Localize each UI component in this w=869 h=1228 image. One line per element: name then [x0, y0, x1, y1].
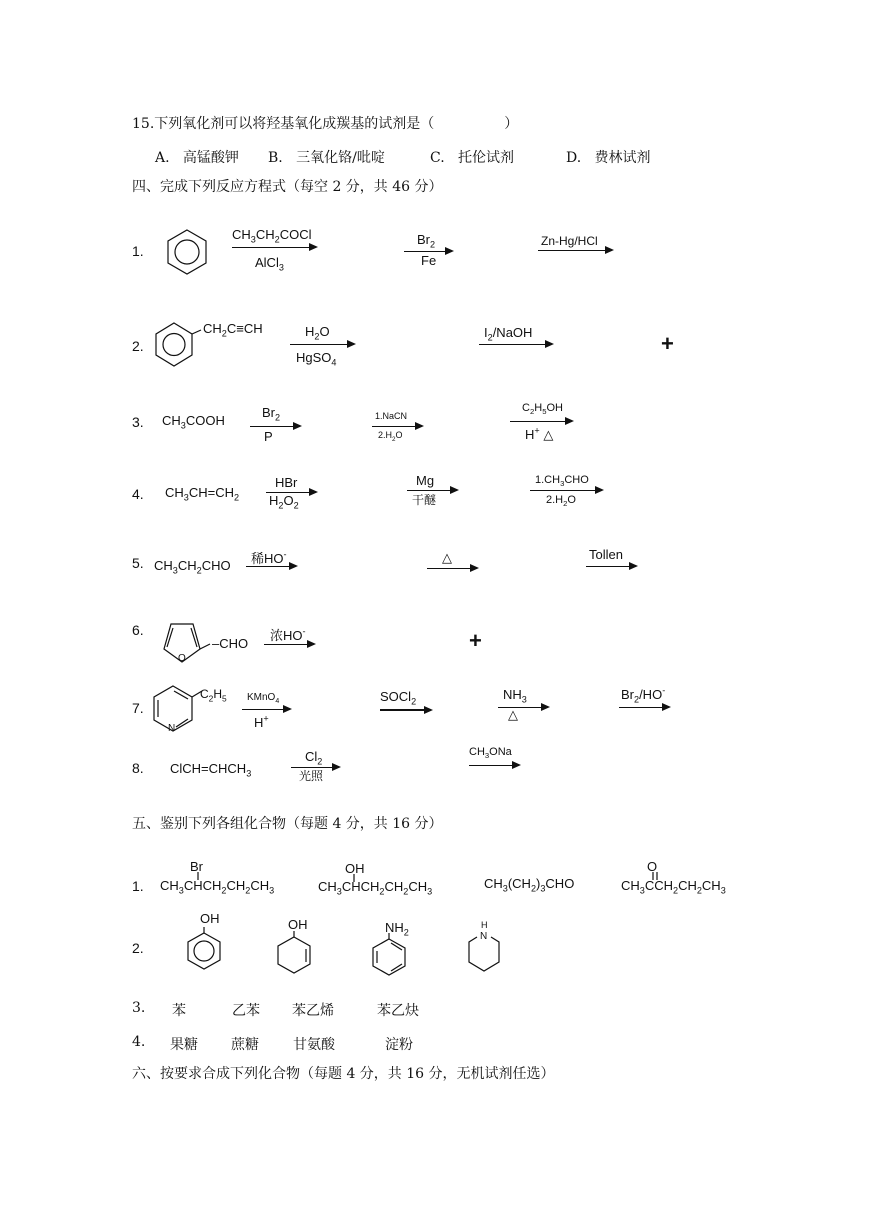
rxn4-reagent3-bottom: $2.H_2O$: [546, 494, 576, 509]
rxn1-reagent1-bottom: AlCl$_3$: [255, 255, 284, 273]
piperidine-structure: [467, 933, 507, 973]
rxn7-reagent3-top: $NH_3$: [503, 687, 527, 705]
option-letter: D.: [566, 150, 582, 166]
reaction-arrow: [250, 426, 300, 427]
reaction-arrow: [530, 490, 602, 491]
rxn7-reagent3-bottom: △: [508, 707, 518, 722]
rxn7-substituent: $C_2H_5$: [200, 687, 227, 704]
reaction-arrow: [264, 644, 314, 645]
g4-item: 淀粉: [385, 1037, 413, 1053]
option-text: 三氧化铬/吡啶: [296, 150, 385, 166]
rxn2-number: 2.: [132, 338, 144, 354]
option-text: 高锰酸钾: [182, 150, 239, 166]
q15-stem-line: [132, 113, 518, 133]
rxn4-number: 4.: [132, 486, 144, 502]
q15-option-a[interactable]: [155, 147, 239, 167]
reaction-arrow: [538, 250, 612, 251]
rxn8-reagent1-top: $Cl_2$: [305, 749, 323, 767]
rxn2-reagent1-bottom: HgSO$_4$: [296, 350, 337, 368]
section4-title: 四、完成下列反应方程式（每空 2 分，共 46 分）: [132, 179, 443, 195]
rxn3-reagent3-top: $C_2H_5OH$: [522, 402, 563, 417]
phenol-structure: [186, 927, 226, 971]
group2-number: 2.: [132, 940, 144, 956]
piperidine-nitrogen: N: [480, 931, 488, 942]
cyclohexenol-structure: [276, 931, 316, 975]
rxn3-reagent1-bottom: P: [264, 429, 273, 444]
g1-c4-substituent: O: [647, 859, 658, 874]
rxn6-number: 6.: [132, 622, 144, 638]
reaction-arrow: [619, 707, 669, 708]
rxn3-reagent3-bottom: H+ △: [525, 425, 554, 442]
rxn5-number: 5.: [132, 555, 144, 571]
rxn1-reagent2-top: $Br_2$: [417, 232, 436, 250]
reaction-arrow: [469, 765, 519, 766]
rxn8-start: $ClCH=CHCH_3$: [170, 761, 252, 779]
rxn5-reagent3-top: Tollen: [589, 547, 623, 562]
reaction-arrow: [242, 709, 290, 710]
option-letter: A.: [155, 150, 170, 166]
rxn4-reagent1-top: HBr: [275, 475, 298, 490]
rxn4-reagent1-bottom: $H_2O_2$: [269, 493, 299, 511]
reaction-arrow: [232, 247, 316, 248]
group4-row: [132, 1034, 145, 1050]
rxn1-number: 1.: [132, 243, 144, 259]
rxn7-reagent2-top: SOCl$_2$: [380, 689, 417, 707]
option-text: 托伦试剂: [458, 150, 515, 166]
g4-item: 果糖: [170, 1037, 198, 1053]
rxn8-number: 8.: [132, 760, 144, 776]
plus-sign: +: [661, 331, 674, 356]
aniline-structure: [371, 933, 411, 977]
rxn5-start: $CH_3CH_2CHO$: [154, 558, 231, 576]
rxn3-number: 3.: [132, 414, 144, 430]
g1-compound4: $CH_3CCH_2CH_2CH_3$: [621, 878, 726, 896]
rxn3-reagent1-top: $Br_2$: [262, 405, 281, 423]
rxn6-substituent: –CHO: [212, 636, 249, 651]
reaction-arrow: [372, 426, 422, 427]
reaction-arrow: [290, 344, 354, 345]
q15-number: 15.: [132, 116, 155, 132]
group3-row: [132, 1000, 145, 1016]
g1-c1-substituent: Br: [190, 859, 203, 874]
q15-close: ）: [504, 116, 519, 132]
reaction-arrow: [246, 566, 296, 567]
g2-c2-substituent: OH: [288, 917, 308, 932]
rxn7-number: 7.: [132, 700, 144, 716]
q15-option-b[interactable]: [268, 147, 385, 167]
rxn2-reagent2-top: $I_2$/NaOH: [484, 325, 533, 343]
rxn8-reagent2-top: $CH_3ONa$: [469, 746, 512, 761]
g2-c4-substituent: H: [481, 920, 488, 930]
rxn3-reagent2-bottom: $2.H_2O$: [378, 430, 403, 443]
rxn4-reagent3-top: $1.CH_3CHO$: [535, 474, 589, 489]
option-letter: C.: [430, 150, 445, 166]
rxn4-reagent2-top: Mg: [416, 473, 435, 488]
rxn2-substituent: $CH_2C\equiv CH$: [203, 321, 263, 339]
q15-stem: 下列氧化剂可以将羟基氧化成羰基的试剂是（: [154, 116, 435, 132]
rxn4-start: $CH_3CH=CH_2$: [165, 485, 240, 503]
group3-number: 3.: [132, 1000, 146, 1016]
rxn7-reagent1-bottom: H+: [254, 713, 269, 730]
q15-option-c[interactable]: [430, 147, 514, 167]
rxn4-reagent2-bottom: 干醚: [412, 493, 437, 507]
g4-item: 甘氨酸: [293, 1037, 335, 1053]
rxn6-reagent1-top: 浓HO-: [270, 626, 306, 644]
rxn3-start: $CH_3COOH$: [162, 413, 225, 431]
g3-item: 乙苯: [232, 1003, 260, 1019]
rxn2-reagent1-top: $H_2O$: [305, 324, 330, 342]
rxn8-reagent1-bottom: 光照: [299, 769, 324, 783]
g2-c3-substituent: $NH_2$: [385, 920, 409, 938]
reaction-arrow: [510, 421, 572, 422]
g1-compound2: $CH_3CHCH_2CH_2CH_3$: [318, 879, 433, 897]
q15-option-d[interactable]: [566, 147, 651, 167]
rxn3-reagent2-top: 1.NaCN: [375, 411, 408, 421]
rxn1-reagent2-bottom: Fe: [421, 253, 437, 268]
group1-number: 1.: [132, 878, 144, 894]
g3-item: 苯乙炔: [377, 1003, 419, 1019]
pyridine-nitrogen: N: [168, 723, 176, 734]
rxn1-reagent3-top: Zn-Hg/HCl: [541, 234, 598, 248]
rxn5-reagent1-top: 稀HO-: [251, 549, 287, 567]
group4-number: 4.: [132, 1034, 146, 1050]
section5-title: 五、鉴别下列各组化合物（每题 4 分，共 16 分）: [132, 816, 443, 832]
plus-sign: +: [469, 628, 482, 653]
g4-item: 蔗糖: [231, 1037, 259, 1053]
g2-c1-substituent: OH: [200, 911, 220, 926]
reaction-arrow: [404, 251, 452, 252]
rxn7-reagent4-top: $Br_2/HO^-$: [621, 685, 666, 705]
option-text: 费林试剂: [594, 150, 651, 166]
g1-compound3: $CH_3(CH_2)_3CHO$: [484, 876, 575, 894]
rxn1-reagent1-top: $CH_3CH_2COCl$: [232, 227, 312, 245]
rxn5-reagent2-top: △: [442, 550, 452, 565]
reaction-arrow: [498, 707, 548, 708]
rxn7-reagent1-top: KMnO$_4$: [247, 692, 280, 705]
reaction-arrow: [479, 344, 552, 345]
g3-item: 苯: [172, 1003, 186, 1019]
section6-title: 六、按要求合成下列化合物（每题 4 分，共 16 分，无机试剂任选）: [132, 1066, 555, 1082]
reaction-arrow: [586, 566, 636, 567]
reaction-arrow: [380, 709, 431, 711]
g1-c2-substituent: OH: [345, 861, 365, 876]
g3-item: 苯乙烯: [292, 1003, 334, 1019]
reaction-arrow: [427, 568, 477, 569]
g1-compound1: $CH_3CHCH_2CH_2CH_3$: [160, 878, 275, 896]
benzene-ring-icon: [165, 228, 211, 274]
furan-oxygen: O: [178, 653, 186, 664]
option-letter: B.: [268, 150, 283, 166]
